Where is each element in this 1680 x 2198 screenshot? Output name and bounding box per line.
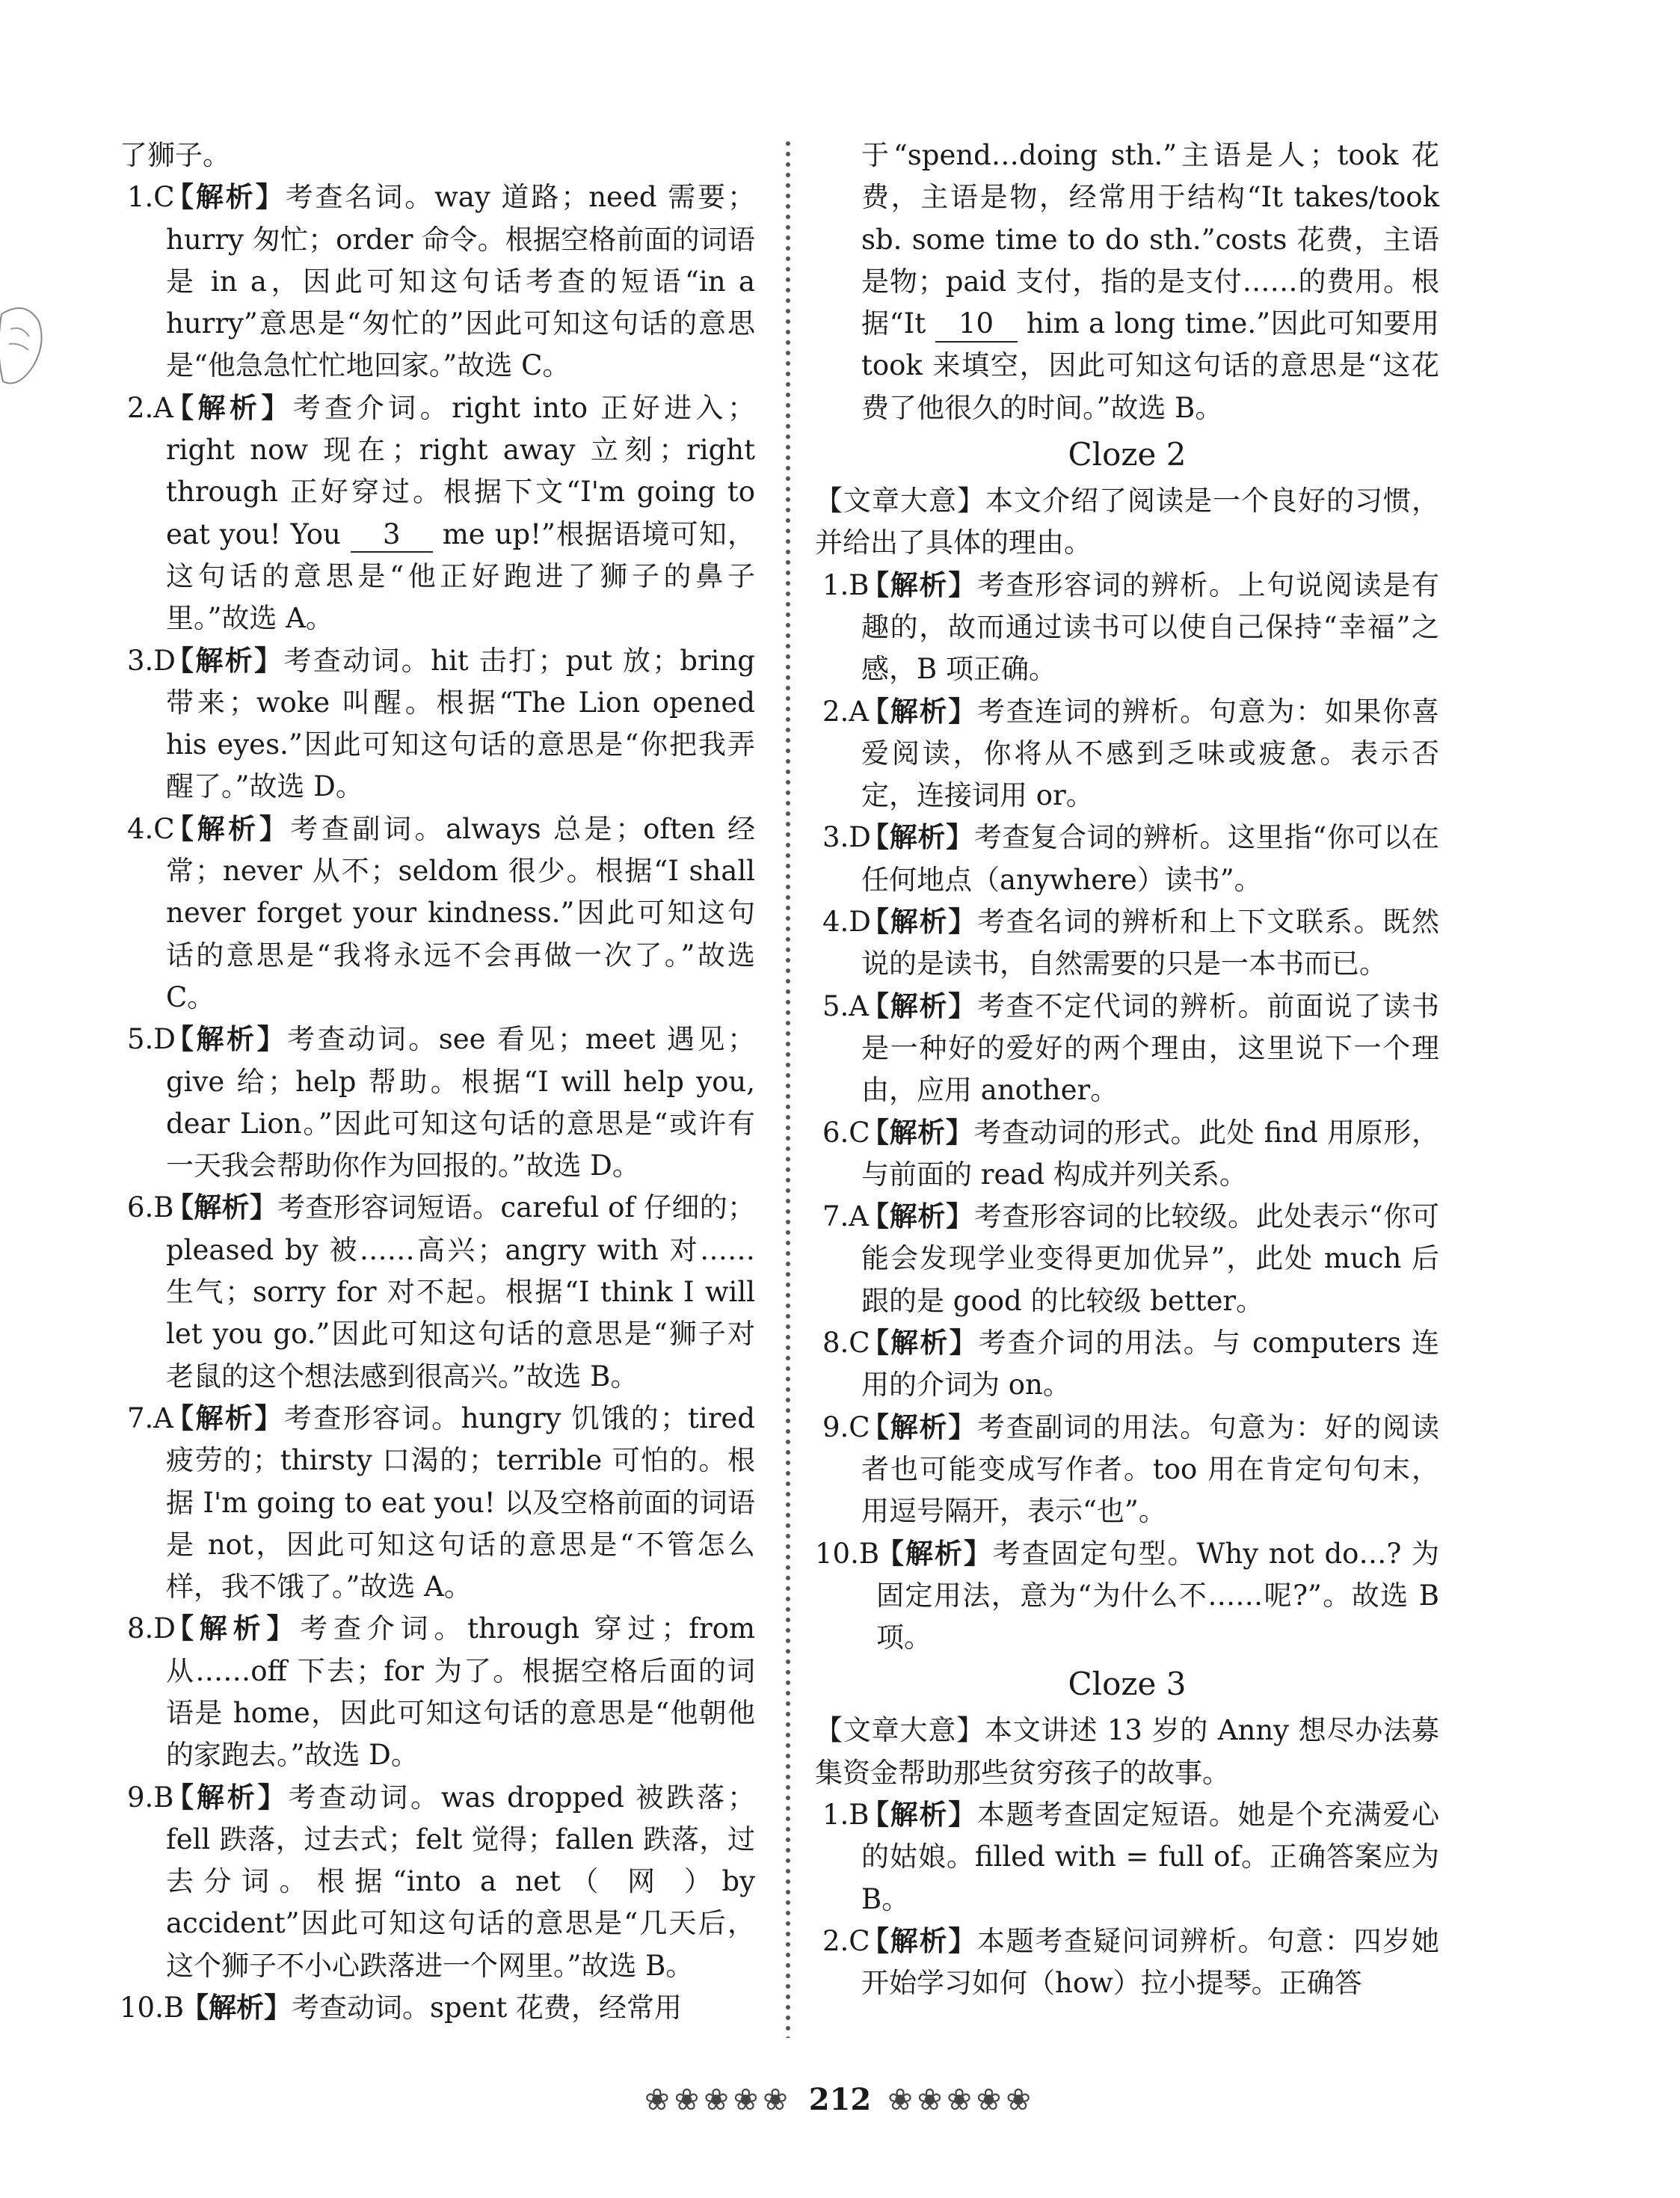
- item-number: 8.D: [127, 1612, 176, 1645]
- item-text: 考查副词。always 总是；often 经常；never 从不；seldom 很少。根据“I shall never forget your kindness.”因此可知这句话的意思是“我将永远不会再做一次了。”故选 C。: [166, 812, 755, 1013]
- continuation-text: [815, 135, 1439, 429]
- item-text: 考查动词。see 看见；meet 遇见；give 给；help 帮助。根据“I will help you, dear Lion。”因此可知这句话的意思是“或许有一天我会帮助你作为回报的。”故选 D。: [166, 1023, 755, 1182]
- item-number: 3.D: [127, 644, 176, 677]
- item-number: 2.A: [127, 391, 174, 424]
- answer-item: [815, 986, 1439, 1112]
- item-number: 7.A: [127, 1402, 174, 1434]
- item-number: 1.B: [822, 568, 870, 601]
- item-text: 考查名词。way 道路；need 需要；hurry 匆忙；order 命令。根据空格前面的词语是 in a，因此可知这句话考查的短语“in a hurry”意思是“匆忙的”因此可知这句话的意思是“他急急忙忙地回家。”故选 C。: [166, 181, 755, 382]
- item-number: 6.B: [127, 1191, 174, 1224]
- intro-text: 了狮子。: [120, 139, 230, 171]
- item-text: 本题考查疑问词辨析。句意：四岁她开始学习如何（how）拉小提琴。正确答: [861, 1924, 1440, 2000]
- item-number: 7.A: [822, 1200, 870, 1233]
- item-text: 考查动词。was dropped 被跌落；fell 跌落，过去式；felt 觉得；fallen 跌落，过去分词。根据“into a net（ 网 ）by accident”因此可知这句话的意思是“几天后，这个狮子不小心跌落进一个网里。”故选 B。: [166, 1781, 756, 1982]
- item-number: 4.C: [127, 812, 175, 845]
- answer-item: [815, 1112, 1439, 1197]
- decorative-flower-icons: ❀❀❀❀❀: [644, 2083, 793, 2117]
- item-number: 10.B: [815, 1537, 880, 1570]
- answer-item: [815, 1533, 1439, 1660]
- item-number: 4.D: [822, 906, 871, 939]
- decorative-flower-icons: ❀❀❀❀❀: [887, 2083, 1036, 2117]
- analysis-tag: 【解析】: [861, 1200, 974, 1233]
- analysis-tag: 【解析】: [861, 989, 977, 1022]
- section-heading-cloze3: Cloze 3: [1068, 1666, 1187, 1703]
- answer-item: [120, 1019, 755, 1187]
- item-text: 考查形容词。hungry 饥饿的；tired 疲劳的；thirsty 口渴的；terrible 可怕的。根据 I'm going to eat you! 以及空格前面的词语是 not，因此可知这句话的意思是“不管怎么样，我不饿了。”故选 A。: [166, 1402, 755, 1603]
- analysis-tag: 【解析】: [861, 1410, 977, 1443]
- answer-item: [815, 1322, 1439, 1407]
- analysis-tag: 【解析】: [861, 568, 977, 601]
- item-number: 2.C: [822, 1924, 870, 1957]
- section-heading-cloze2: Cloze 2: [1068, 436, 1187, 473]
- item-text: 考查介词。through 穿过；from 从……off 下去；for 为了。根据空格后面的词语是 home，因此可知这句话的意思是“他朝他的家跑去。”故选 D。: [166, 1612, 756, 1772]
- analysis-tag: 【解析】: [166, 1612, 301, 1645]
- answer-item: [120, 387, 755, 640]
- item-text: 考查复合词的辨析。这里指“你可以在任何地点（anywhere）读书”。: [861, 821, 1440, 896]
- analysis-tag: 【解析】: [166, 1191, 278, 1224]
- page-number: 212: [808, 2082, 872, 2117]
- answer-item: [120, 1187, 755, 1397]
- item-number: 2.A: [822, 695, 870, 728]
- item-number: 5.D: [127, 1023, 176, 1056]
- item-text: 考查名词的辨析和上下文联系。既然说的是读书，自然需要的只是一本书而已。: [861, 906, 1440, 980]
- item-number: 9.C: [822, 1410, 870, 1443]
- analysis-tag: 【解析】: [861, 1924, 977, 1957]
- item-text: 考查介词。right into 正好进入；right now 现在；right away 立刻；right through 正好穿过。根据下文“I'm going to eat you! You: [166, 391, 756, 550]
- analysis-tag: 【解析】: [166, 1402, 284, 1434]
- analysis-tag: 【解析】: [861, 695, 977, 728]
- item-text: 考查动词。hit 击打；put 放；bring 带来；woke 叫醒。根据“The Lion opened his eyes.”因此可知这句话的意思是“你把我弄醒了。”故选 D。: [166, 644, 755, 803]
- left-column: [120, 135, 755, 2029]
- item-text: 考查形容词的辨析。上句说阅读是有趣的，故而通过读书可以使自己保持“幸福”之感，B 项正确。: [861, 568, 1440, 686]
- answer-item: [120, 1777, 755, 1987]
- item-text: 考查副词的用法。句意为：好的阅读者也可能变成写作者。too 用在肯定句句末，用逗号隔开，表示“也”。: [861, 1410, 1440, 1528]
- analysis-tag: 【解析】: [166, 181, 286, 214]
- item-number: 6.C: [822, 1116, 870, 1149]
- analysis-tag: 【解析】: [876, 1537, 993, 1570]
- answer-item: [815, 565, 1439, 691]
- analysis-tag: 【解析】: [166, 391, 293, 424]
- fill-blank: 3: [351, 518, 433, 553]
- answer-item: [120, 640, 755, 808]
- answer-item: [815, 901, 1439, 986]
- answer-item: [815, 691, 1439, 817]
- page-footer: [0, 2078, 1680, 2122]
- analysis-tag: 【解析】: [166, 812, 291, 845]
- article-summary: 【文章大意】本文介绍了阅读是一个良好的习惯，并给出了具体的理由。: [815, 485, 1439, 559]
- item-number: 5.A: [822, 989, 870, 1022]
- analysis-tag: 【解析】: [861, 1798, 977, 1831]
- item-number: 3.D: [822, 821, 871, 854]
- answer-item: [120, 1608, 755, 1776]
- answer-item: [120, 1987, 755, 2029]
- item-text: 本题考查固定短语。她是个充满爱心的姑娘。filled with = full of。正确答案应为 B。: [861, 1798, 1440, 1915]
- right-column: [815, 135, 1439, 2004]
- analysis-tag: 【解析】: [166, 1023, 288, 1056]
- item-text: 考查形容词短语。careful of 仔细的；pleased by 被……高兴；angry with 对……生气；sorry for 对不起。根据“I think I will let you go.”因此可知这句话的意思是“狮子对老鼠的这个想法感到很高兴。”故选 B。: [166, 1191, 755, 1393]
- analysis-tag: 【解析】: [166, 644, 284, 677]
- margin-stamp-icon: [0, 299, 48, 396]
- answer-item: [120, 808, 755, 1019]
- answer-item: [815, 817, 1439, 901]
- fill-blank: 10: [935, 307, 1018, 342]
- item-number: 9.B: [127, 1781, 174, 1814]
- item-text: 考查固定句型。Why not do…? 为固定用法，意为“为什么不……呢?”。故选 B 项。: [876, 1537, 1439, 1654]
- answer-item: [815, 1794, 1439, 1921]
- answer-item: [815, 1921, 1439, 2005]
- article-summary: 【文章大意】本文讲述 13 岁的 Anny 想尽办法募集资金帮助那些贫穷孩子的故事。: [815, 1714, 1439, 1789]
- item-number: 8.C: [822, 1327, 870, 1360]
- item-number: 1.C: [127, 181, 175, 214]
- analysis-tag: 【解析】: [861, 906, 977, 939]
- analysis-tag: 【解析】: [861, 821, 974, 854]
- item-number: 1.B: [822, 1798, 870, 1831]
- item-text: 考查动词的形式。此处 find 用原形，与前面的 read 构成并列关系。: [861, 1116, 1439, 1191]
- analysis-tag: 【解析】: [861, 1116, 974, 1149]
- analysis-tag: 【解析】: [181, 1992, 292, 2024]
- analysis-tag: 【解析】: [861, 1327, 979, 1360]
- item-text: him a long time.”因此可知要用 took 来填空，因此可知这句话的意思是“这花费了他很久的时间。”故选 B。: [861, 307, 1439, 424]
- column-divider: [783, 138, 793, 2038]
- answer-item: [815, 1196, 1439, 1322]
- item-number: 10.B: [120, 1992, 185, 2024]
- item-text: 考查不定代词的辨析。前面说了读书是一种好的爱好的两个理由，这里说下一个理由，应用 another。: [861, 989, 1440, 1107]
- item-text: 于“spend…doing sth.”主语是人；took 花费，主语是物，经常用于结构“It takes/took sb. some time to do sth.”costs 花费，主语是物；paid 支付，指的是支付……的费用。根据“It: [861, 139, 1439, 340]
- item-text: 考查连词的辨析。句意为：如果你喜爱阅读，你将从不感到乏味或疲惫。表示否定，连接词用 or。: [861, 695, 1440, 812]
- analysis-tag: 【解析】: [166, 1781, 289, 1814]
- item-text: 考查形容词的比较级。此处表示“你可能会发现学业变得更加优异”，此处 much 后跟的是 good 的比较级 better。: [861, 1200, 1440, 1317]
- item-text: 考查动词。spent 花费，经常用: [292, 1992, 683, 2024]
- answer-item: [120, 176, 755, 387]
- item-text: 考查介词的用法。与 computers 连用的介词为 on。: [861, 1327, 1440, 1402]
- item-text: me up!”根据语境可知，这句话的意思是“他正好跑进了狮子的鼻子里。”故选 A。: [166, 518, 755, 635]
- answer-item: [815, 1407, 1439, 1533]
- answer-item: [120, 1398, 755, 1608]
